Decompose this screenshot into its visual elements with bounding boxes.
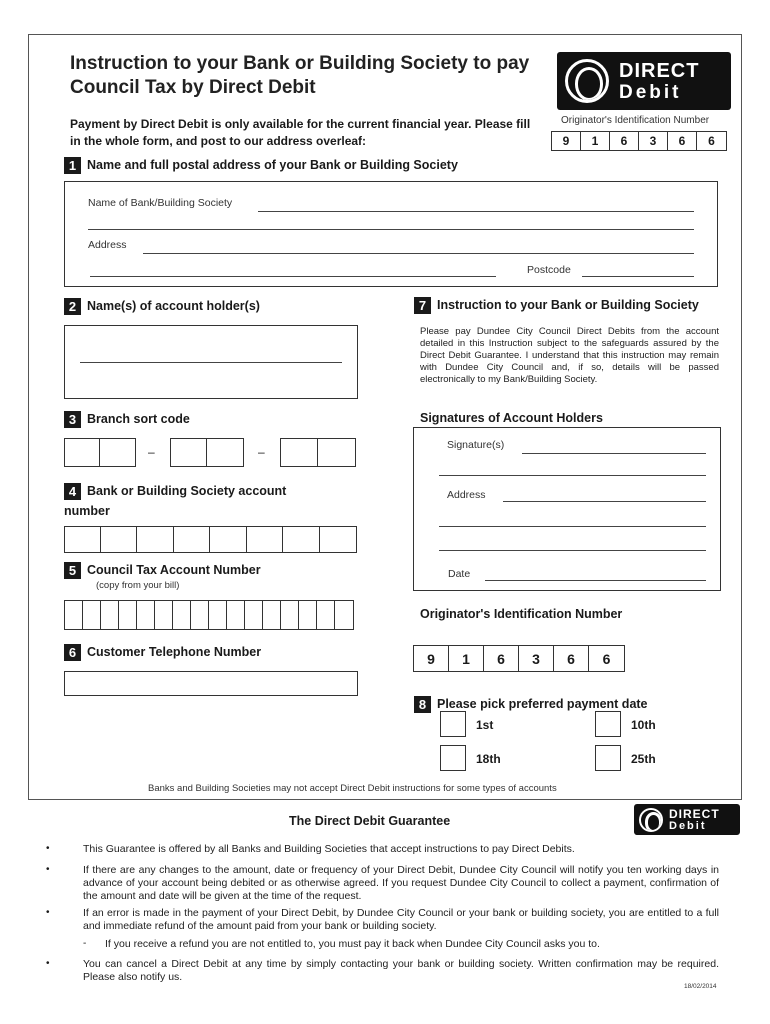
date-option-1st-label: 1st xyxy=(476,718,494,732)
oin2-heading: Originator's Identification Number xyxy=(420,607,623,621)
postcode-field[interactable] xyxy=(582,276,694,277)
section8-heading: 8 Please pick preferred payment date xyxy=(414,696,648,713)
signature-field[interactable] xyxy=(522,453,706,454)
bullet: • xyxy=(46,907,50,918)
telephone-field[interactable] xyxy=(64,671,358,696)
bullet: • xyxy=(46,843,50,854)
oin-label: Originator's Identification Number xyxy=(561,115,710,126)
sort-code-separator-2: – xyxy=(258,445,265,459)
council-tax-account-field[interactable] xyxy=(64,600,354,630)
section1-heading: 1 Name and full postal address of your Bank or Building Society xyxy=(64,157,458,174)
bank-address-field[interactable] xyxy=(143,253,694,254)
guarantee-title: The Direct Debit Guarantee xyxy=(289,814,451,828)
oin-digits-header: 9 1 6 3 6 6 xyxy=(551,131,727,151)
guarantee-item-2: If there are any changes to the amount, date or frequency of your Direct Debit, Dundee City Council will notify you ten working days in advance of your account being debited or as otherwise agreed. If you request Dundee City Council to collect a payment, confirmation of the amount and date will be given at the time of the request. xyxy=(83,864,719,902)
section2-heading: 2 Name(s) of account holder(s) xyxy=(64,298,260,315)
form-title: Instruction to your Bank or Building Society to pay Council Tax by Direct Debit xyxy=(70,53,530,98)
bank-name-field-2[interactable] xyxy=(88,229,694,230)
sort-code-part2[interactable] xyxy=(170,438,244,467)
signatures-heading: Signatures of Account Holders xyxy=(420,411,603,425)
oin-digits-body: 9 1 6 3 6 6 xyxy=(413,645,625,672)
signature-label: Signature(s) xyxy=(447,439,505,451)
form-subtitle: Payment by Direct Debit is only available for the current financial year. Please fill in the whole form, and post to our address overleaf: xyxy=(70,117,531,148)
signature-address-field[interactable] xyxy=(503,501,706,502)
signatures-box xyxy=(413,427,721,591)
bank-name-field[interactable] xyxy=(258,211,694,212)
date-option-10th-label: 10th xyxy=(631,718,656,732)
sort-code-part3[interactable] xyxy=(280,438,356,467)
postcode-label: Postcode xyxy=(527,264,571,276)
guarantee-item-3: If an error is made in the payment of your Direct Debit, by Dundee City Council or your bank or building society, you are entitled to a full and immediate refund of the amount paid from your bank or building society. xyxy=(83,907,719,932)
date-option-25th-label: 25th xyxy=(631,752,656,766)
section3-heading: 3 Branch sort code xyxy=(64,411,190,428)
bank-name-label: Name of Bank/Building Society xyxy=(88,197,233,209)
section5-heading: 5 Council Tax Account Number xyxy=(64,562,261,579)
guarantee-item-5: You can cancel a Direct Debit at any time by simply contacting your bank or building society. Written confirmation may be required. Please also notify us. xyxy=(83,958,719,983)
guarantee-direct-debit-logo: DIRECT Debit xyxy=(634,804,740,835)
footer-note: Banks and Building Societies may not accept Direct Debit instructions for some types of accounts xyxy=(148,783,557,794)
guarantee-item-4: If you receive a refund you are not entitled to, you must pay it back when Dundee City Council asks you to. xyxy=(105,938,600,950)
sort-code-separator-1: – xyxy=(148,445,155,459)
date-label: Date xyxy=(448,568,471,580)
bank-address-field-2[interactable] xyxy=(90,276,496,277)
account-holders-field[interactable] xyxy=(80,362,342,363)
section7-heading: 7 Instruction to your Bank or Building Society xyxy=(414,297,699,314)
guarantee-direct-debit-symbol-icon xyxy=(639,808,663,832)
guarantee-item-1: This Guarantee is offered by all Banks and Building Societies that accept instructions to pay Direct Debits. xyxy=(83,843,575,855)
direct-debit-symbol-icon xyxy=(565,59,609,103)
section5-note: (copy from your bill) xyxy=(96,580,180,591)
bank-address-label: Address xyxy=(88,239,127,251)
signature-field-2[interactable] xyxy=(439,475,706,476)
section4-heading: 4 Bank or Building Society account number xyxy=(64,484,287,518)
date-option-18th-checkbox[interactable] xyxy=(440,745,466,771)
sort-code-part1[interactable] xyxy=(64,438,136,467)
bullet: • xyxy=(46,958,50,969)
signature-address-label: Address xyxy=(447,489,486,501)
section6-heading: 6 Customer Telephone Number xyxy=(64,644,261,661)
date-field[interactable] xyxy=(485,580,706,581)
bullet: • xyxy=(46,864,50,875)
date-option-25th-checkbox[interactable] xyxy=(595,745,621,771)
signature-address-field-3[interactable] xyxy=(439,550,706,551)
date-option-10th-checkbox[interactable] xyxy=(595,711,621,737)
account-number-field[interactable] xyxy=(64,526,357,553)
date-option-1st-checkbox[interactable] xyxy=(440,711,466,737)
date-option-18th-label: 18th xyxy=(476,752,501,766)
sub-bullet: - xyxy=(83,938,87,949)
direct-debit-logo: DIRECT Debit xyxy=(557,52,731,110)
date-code: 18/02/2014 xyxy=(684,983,717,990)
instruction-text: Please pay Dundee City Council Direct Debits from the account detailed in this Instruction subject to the safeguards assured by the Direct Debit Guarantee. I understand that this instruction may remain with Dundee City Council and, if so, details will be passed electronically to my Bank/Building Society. xyxy=(420,326,719,385)
signature-address-field-2[interactable] xyxy=(439,526,706,527)
